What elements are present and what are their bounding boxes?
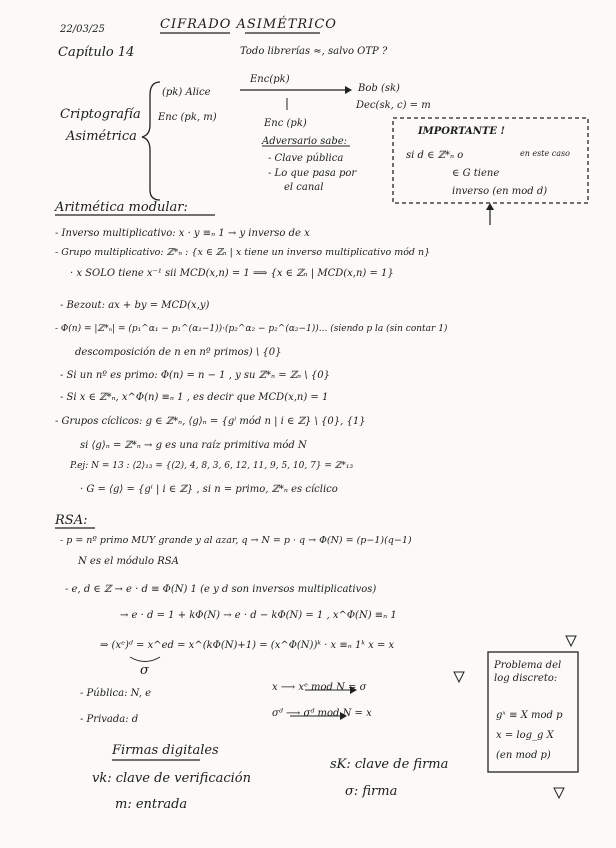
sk-text: sK: clave de firma xyxy=(330,757,449,772)
rsa-public-expr: x ⟶ xᵉ mod N = σ xyxy=(272,682,367,693)
arith-line-10: si ⟨g⟩ₙ = ℤ*ₙ → g es una raíz primitiva mód N xyxy=(80,440,307,451)
rsa-private-expr: σᵈ ⟶ σᵈ mod N = x xyxy=(272,708,372,719)
rsa-heading: RSA: xyxy=(55,513,88,528)
important-side-note: en este caso xyxy=(520,149,570,158)
enc-mid-text: Enc (pk) xyxy=(264,118,307,129)
rsa-public-label: - Pública: N, e xyxy=(80,688,152,699)
rsa-line-1: - p = nº primo MUY grande y al azar, q → N = p · q → Φ(N) = (p−1)(q−1) xyxy=(60,535,412,546)
arith-line-2: - Grupo multiplicativo: ℤ*ₙ : {x ∈ ℤₙ | x tiene un inverso multiplicativo mód n} xyxy=(55,247,431,258)
important-line-2: ∈ G tiene xyxy=(452,168,500,179)
arith-line-12: · G = ⟨g⟩ = {gⁱ | i ∈ ℤ} , si n = primo, ℤ*ₙ es cíclico xyxy=(80,484,338,495)
dec-text: Dec(sk, c) = m xyxy=(356,100,431,111)
important-line-1: si d ∈ ℤ*ₙ o xyxy=(406,150,464,161)
chapter-text: Capítulo 14 xyxy=(58,45,135,60)
adversary-item-1: - Clave pública xyxy=(268,153,344,164)
arith-line-9: - Grupos cíclicos: g ∈ ℤ*ₙ, ⟨g⟩ₙ = {gⁱ mód n | i ∈ ℤ} \ {0}, {1} xyxy=(55,416,366,427)
sigma-text: σ: firma xyxy=(345,784,398,799)
page-title: CIFRADO ASIMÉTRICO xyxy=(160,17,337,32)
rsa-sigma: σ xyxy=(140,663,149,678)
m-text: m: entrada xyxy=(115,797,188,812)
problem-line-1: gˣ ≡ X mod p xyxy=(496,710,563,721)
rsa-line-5: ⇒ (xᵉ)ᵈ = x^ed = x^(kΦ(N)+1) = (x^Φ(N))ᵏ · x ≡ₙ 1ᵏ x = x xyxy=(100,640,395,651)
problem-title: Problema del log discreto: xyxy=(494,660,562,684)
problem-line-2: x = log_g X xyxy=(496,730,554,741)
important-line-3: inverso (en mod d) xyxy=(452,186,548,197)
alice-text: (pk) Alice xyxy=(162,87,211,98)
arith-line-5: - Φ(n) = |ℤ*ₙ| = (p₁^α₁ − p₁^(α₁−1))·(p₂^α₂ − p₂^(α₂−1))... (siendo p la (sin contar 1) xyxy=(55,324,448,334)
rsa-private-label: - Privada: d xyxy=(80,714,139,725)
adversary-item-3: el canal xyxy=(284,182,324,193)
problem-line-3: (en mod p) xyxy=(496,750,551,761)
bob-text: Bob (sk) xyxy=(358,83,400,94)
rsa-line-3: - e, d ∈ ℤ → e · d ≡ Φ(N) 1 (e y d son inversos multiplicativos) xyxy=(65,584,377,595)
subtitle-text: Todo librerías ≈, salvo OTP ? xyxy=(240,46,388,57)
important-title: IMPORTANTE ! xyxy=(418,126,505,137)
adversary-heading: Adversario sabe: xyxy=(262,136,348,147)
signatures-heading: Firmas digitales xyxy=(112,743,219,758)
arith-line-1: - Inverso multiplicativo: x · y ≡ₙ 1 → y inverso de x xyxy=(55,228,310,239)
crypto-label-1: Criptografía xyxy=(60,107,141,122)
enc-left-text: Enc (pk, m) xyxy=(158,112,217,123)
arith-line-7: - Si un nº es primo: Φ(n) = n − 1 , y su ℤ*ₙ = ℤₙ \ {0} xyxy=(60,370,330,381)
arith-line-8: - Si x ∈ ℤ*ₙ, x^Φ(n) ≡ₙ 1 , es decir que MCD(x,n) = 1 xyxy=(60,392,329,403)
arith-line-6: descomposición de n en nº primos) \ {0} xyxy=(75,347,282,358)
rsa-line-2: N es el módulo RSA xyxy=(78,556,179,567)
rsa-line-4: → e · d = 1 + kΦ(N) → e · d − kΦ(N) = 1 , x^Φ(N) ≡ₙ 1 xyxy=(120,610,397,621)
date-text: 22/03/25 xyxy=(60,24,105,35)
arith-line-11: P.ej: N = 13 : ⟨2⟩₁₃ = {(2), 4, 8, 3, 6, 12, 11, 9, 5, 10, 7} = ℤ*₁₃ xyxy=(70,461,354,471)
arith-line-3: · x SOLO tiene x⁻¹ sii MCD(x,n) = 1 ⟹ {x ∈ ℤₙ | MCD(x,n) = 1} xyxy=(70,268,394,279)
crypto-label-2: Asimétrica xyxy=(66,129,137,144)
vk-text: vk: clave de verificación xyxy=(92,771,251,786)
arith-heading: Aritmética modular: xyxy=(55,200,188,215)
adversary-item-2: - Lo que pasa por xyxy=(268,168,357,179)
arith-line-4: - Bezout: ax + by = MCD(x,y) xyxy=(60,300,210,311)
enc-arrow-label: Enc(pk) xyxy=(250,74,290,85)
